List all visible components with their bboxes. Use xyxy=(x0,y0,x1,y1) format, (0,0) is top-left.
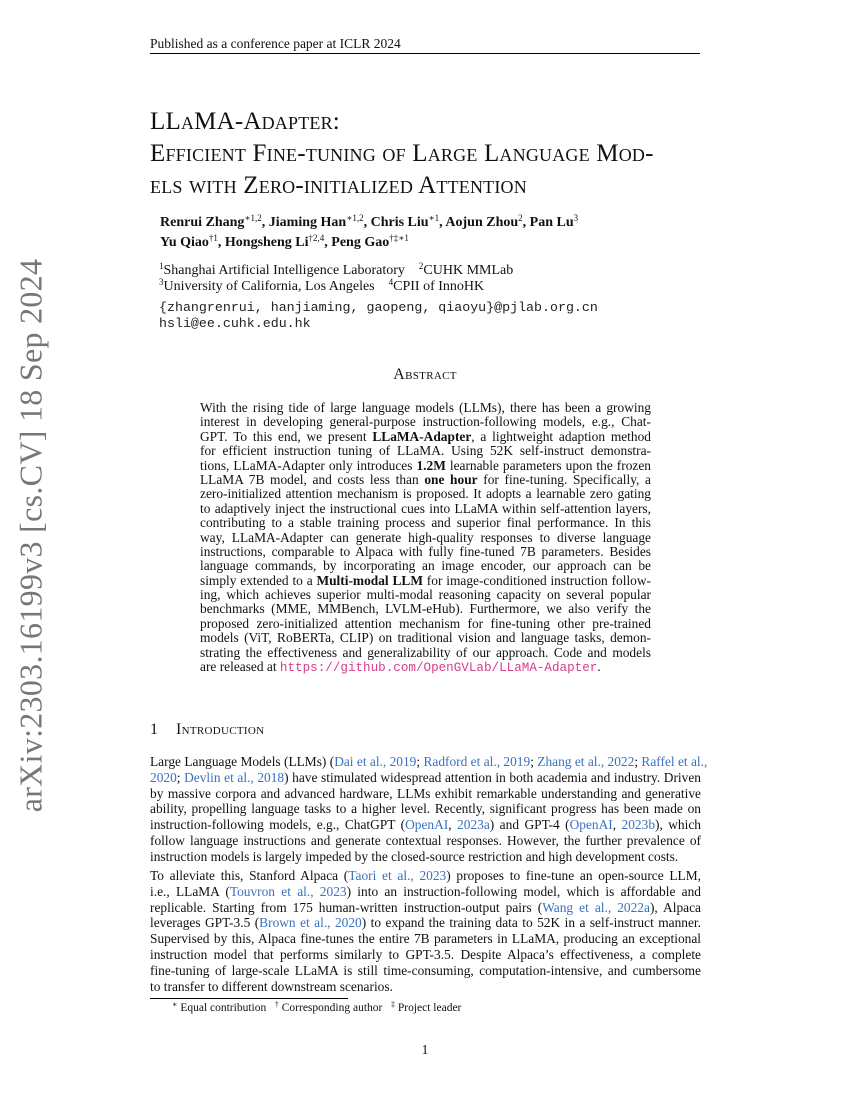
paragraph-line: Large Language Models (LLMs) (Dai et al., 2019; Radford et al., 2019; Zhang et al., 2022; Raffel et al., xyxy=(150,754,708,769)
paragraph-line: i.e., LLaMA (Touvron et al., 2023) into an instruction-following model, which is affordable and xyxy=(150,883,701,899)
author-marks: †1 xyxy=(208,233,218,243)
abstract-line: for efficient instruction tuning of LLaMA. Using 52K self-instruct demonstra- xyxy=(200,443,651,459)
abstract-line: With the rising tide of large language models (LLMs), there has been a growing xyxy=(200,400,651,415)
section-title: Introduction xyxy=(176,721,265,738)
multimodal-term: Multi-modal LLM xyxy=(316,572,423,588)
citation-link[interactable]: Touvron et al., 2023 xyxy=(229,883,347,899)
author-emails xyxy=(159,300,598,332)
abstract-line: zero-initialized attention mechanism is proposed. It adopts a learnable zero gating xyxy=(200,486,651,502)
header-rule xyxy=(150,53,700,54)
section-number: 1 xyxy=(150,721,159,738)
affiliation-name: CUHK MMLab xyxy=(423,263,514,278)
citation-link[interactable]: 2023a xyxy=(457,817,490,833)
arxiv-identifier: arXiv:2303.16199v3 [cs.CV] 18 Sep 2024 xyxy=(12,258,49,812)
paragraph-line: To alleviate this, Stanford Alpaca (Taori et al., 2023) proposes to fine-tune an open-source LLM, xyxy=(150,868,701,883)
paragraph-line: instruction models is largely impeded by the closed-source restriction and high development costs. xyxy=(150,848,679,864)
title-line-3: els with Zero-initialized Attention xyxy=(150,172,527,199)
author-name: Yu Qiao xyxy=(160,235,209,250)
footnote-mark: ‡ xyxy=(390,1000,395,1009)
method-name: LLaMA-Adapter xyxy=(372,428,472,444)
author-name: Jiaming Han xyxy=(268,215,347,230)
author-marks: 2 xyxy=(518,213,523,223)
paragraph-line: replicable. Starting from 175 human-written instruction-output pairs (Wang et al., 2022a), Alpaca xyxy=(150,899,701,915)
abstract-body xyxy=(200,401,651,674)
param-count: 1.2M xyxy=(416,457,446,473)
abstract-line: strating the effectiveness and generalizability of our approach. Code and models xyxy=(200,644,651,660)
abstract-line: interest in developing general-purpose instruction-following models, e.g., Chat- xyxy=(200,414,651,430)
abstract-line: way, LLaMA-Adapter can generate high-quality responses to diverse language xyxy=(200,529,651,545)
paragraph-line: to transfer to different downstream scenarios. xyxy=(150,978,393,994)
affiliation-number: 3 xyxy=(159,277,164,287)
affiliation-number: 2 xyxy=(418,261,424,271)
author-name: Chris Liu xyxy=(370,215,429,230)
affiliation-name: CPII of InnoHK xyxy=(393,279,485,294)
author-line-2: Yu Qiao$^{\dagger 1}$, Hongsheng Li$^{\dagger 2,4}$, Peng Gao$^{\dagger\ddagger∗1}$ xyxy=(160,233,409,250)
author-name: Aojun Zhou xyxy=(445,215,519,230)
footnote xyxy=(172,1002,461,1014)
citation-link[interactable]: Radford et al., 2019 xyxy=(423,754,531,769)
footnote-mark: ∗ xyxy=(172,1000,178,1009)
abstract-line: instructions, comparable to Alpaca with fully fine-tuned 7B parameters. Besides xyxy=(200,543,651,559)
abstract-line: tions, LLaMA-Adapter only introduces 1.2M learnable parameters upon the frozen xyxy=(200,457,651,473)
affiliation-line-2 xyxy=(159,279,513,295)
citation-link[interactable]: Devlin et al., 2018 xyxy=(184,769,285,785)
email-line-2: hsli@ee.cuhk.edu.hk xyxy=(159,316,311,331)
citation-link[interactable]: Zhang et al., 2022 xyxy=(537,754,635,769)
affiliation-line-1 xyxy=(159,263,513,279)
training-time: one hour xyxy=(424,471,478,487)
footnote-mark: † xyxy=(274,1000,279,1009)
paragraph-line: by massive corpora and advanced hardware, LLMs exhibit remarkable understanding and generative xyxy=(150,785,701,801)
abstract-line: LLaMA 7B model, and costs less than one hour for fine-tuning. Specifically, a xyxy=(200,471,651,487)
abstract-line: GPT. To this end, we present LLaMA-Adapter, a lightweight adaption method xyxy=(200,428,651,444)
page-number: 1 xyxy=(421,1042,429,1057)
author-line-1: Renrui Zhang$^{∗1,2}$, Jiaming Han$^{∗1,2}$, Chris Liu$^{∗1}$, Aojun Zhou$^2$, Pan Lu$^3$ xyxy=(160,213,579,230)
abstract-line: models (ViT, RoBERTa, CLIP) on traditional vision and language tasks, demon- xyxy=(200,630,651,646)
citation-link[interactable]: Raffel et al., xyxy=(641,754,708,769)
author-name: Pan Lu xyxy=(529,215,574,230)
running-header: Published as a conference paper at ICLR 2024 xyxy=(150,36,401,51)
citation-link[interactable]: Taori et al., 2023 xyxy=(348,868,447,883)
citation-link[interactable]: Brown et al., 2020 xyxy=(259,915,362,931)
intro-paragraph-2 xyxy=(150,868,701,994)
author-list xyxy=(160,213,578,253)
abstract-line: ing, which achieves superior multi-modal reasoning capacity on several popular xyxy=(200,587,651,603)
author-marks: ∗1,2 xyxy=(244,213,262,223)
abstract-heading: Abstract xyxy=(393,366,457,383)
footnote-rule xyxy=(150,998,348,999)
affiliation-number: 4 xyxy=(388,277,394,287)
arxiv-sidebar xyxy=(3,258,58,812)
affiliation-name: University of California, Los Angeles xyxy=(163,279,375,294)
title-line-2: Efficient Fine-tuning of Large Language Mod- xyxy=(150,140,654,167)
citation-link[interactable]: Wang et al., 2022a xyxy=(542,899,650,915)
intro-paragraph-1 xyxy=(150,754,708,865)
citation-link[interactable]: Dai et al., 2019 xyxy=(334,754,417,769)
author-name: Peng Gao xyxy=(331,235,390,250)
author-marks: ∗1 xyxy=(428,213,440,223)
paragraph-line: instruction model that performs similarly to GPT-3.5. Despite Alpaca’s effectiveness, a complete xyxy=(150,946,701,962)
footnote-text: Project leader xyxy=(394,1002,462,1014)
abstract-line: benchmarks (MME, MMBench, LVLM-eHub). Furthermore, we also verify the xyxy=(200,601,651,617)
citation-link[interactable]: OpenAI xyxy=(405,817,449,833)
paragraph-line: instruction-following models, e.g., ChatGPT (OpenAI, 2023a) and GPT-4 (OpenAI, 2023b), which xyxy=(150,817,701,833)
citation-link[interactable]: OpenAI xyxy=(569,817,613,833)
citation-link[interactable]: 2023b xyxy=(621,817,656,833)
abstract-line: language commands, by incorporating an image encoder, our approach can be xyxy=(200,558,651,574)
affiliations xyxy=(159,263,513,295)
paper-title xyxy=(150,106,654,202)
abstract-line: proposed zero-initialized attention mechanism for fine-tuning other pre-trained xyxy=(200,615,651,631)
paragraph-line: 2020; Devlin et al., 2018) have stimulated widespread attention in both academia and industry. Driven xyxy=(150,769,701,785)
footnote-text: Equal contribution xyxy=(177,1002,267,1014)
paragraph-line: ability, propelling language tasks to a higher level. Recently, significant progress has been made on xyxy=(150,801,701,817)
github-link[interactable]: https://github.com/OpenGVLab/LLaMA-Adapter xyxy=(279,661,598,676)
paragraph-line: Supervised by this, Alpaca fine-tunes the entire 7B parameters in LLaMA, producing an exceptional xyxy=(150,931,701,947)
author-marks: †‡∗1 xyxy=(389,233,409,243)
citation-link[interactable]: 2020 xyxy=(150,769,177,785)
author-marks: †2,4 xyxy=(308,233,325,243)
section-heading-introduction xyxy=(150,721,264,739)
email-line-1: {zhangrenrui, hanjiaming, gaopeng, qiaoyu}@pjlab.org.cn xyxy=(159,300,598,315)
abstract-line: to adaptively inject the instructional cues into LLaMA within self-attention layers, xyxy=(200,500,651,516)
paragraph-line: leverages GPT-3.5 (Brown et al., 2020) to expand the training data to 52K in a self-instruct manner. xyxy=(150,915,701,931)
author-name: Hongsheng Li xyxy=(224,235,309,250)
affiliation-number: 1 xyxy=(159,261,164,271)
author-marks: ∗1,2 xyxy=(346,213,364,223)
paragraph-line: fine-tuning of large-scale LLaMA is still time-consuming, computation-intensive, and cumbersome xyxy=(150,962,701,978)
footnote-text: Corresponding author xyxy=(278,1002,383,1014)
author-name: Renrui Zhang xyxy=(160,215,245,230)
paragraph-line: follow language instructions and generate contextual responses. However, the further prevalence of xyxy=(150,832,701,848)
abstract-line: are released at https://github.com/OpenGVLab/LLaMA-Adapter. xyxy=(200,659,601,676)
abstract-line: contributing to a stable training process and superior final performance. In this xyxy=(200,515,651,531)
title-line-1: LLaMA-Adapter: xyxy=(150,108,340,135)
abstract-line: simply extended to a Multi-modal LLM for image-conditioned instruction follow- xyxy=(200,572,651,588)
affiliation-name: Shanghai Artificial Intelligence Laboratory xyxy=(163,263,405,278)
author-marks: 3 xyxy=(573,213,579,223)
